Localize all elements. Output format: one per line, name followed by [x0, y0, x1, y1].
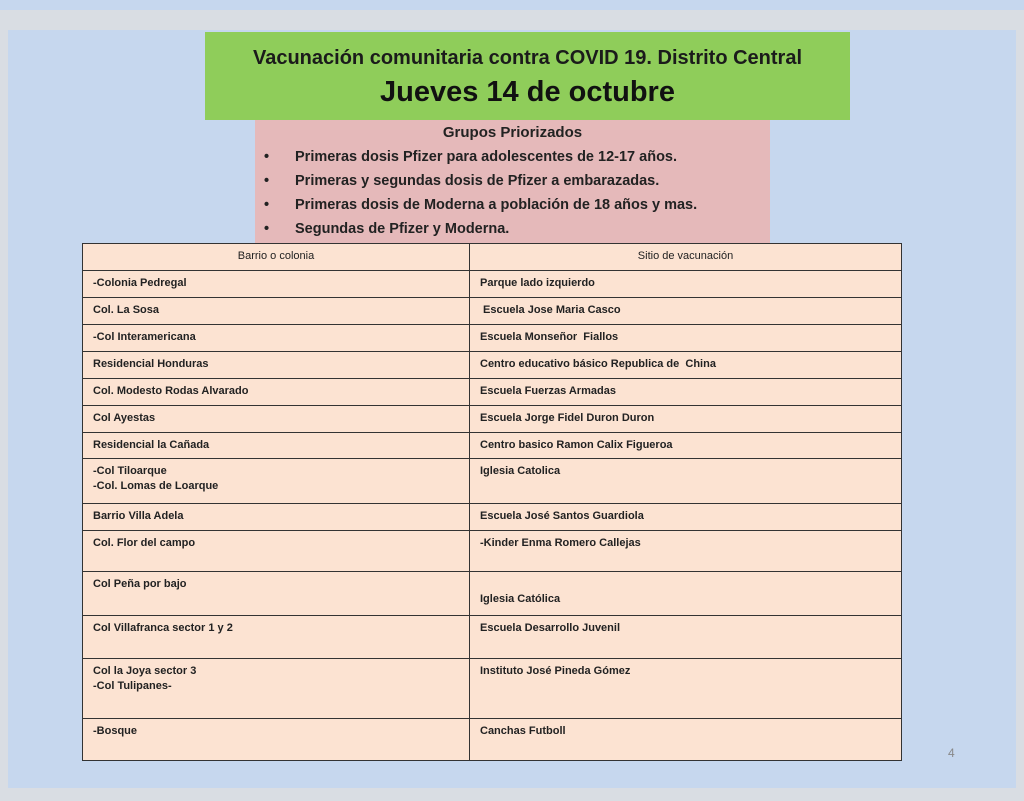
- sitio-text: [480, 577, 901, 592]
- sitio-cell: [470, 271, 902, 298]
- sitio-text: Iglesia Católica: [480, 593, 561, 605]
- sitio-text: -Kinder Enma Romero Callejas: [480, 537, 641, 549]
- priority-group-item: [255, 147, 770, 171]
- barrio-text: -Bosque: [93, 725, 137, 737]
- barrio-text: Col la Joya sector 3: [93, 665, 197, 677]
- sitio-text: Centro basico Ramon Calix Figueroa: [480, 439, 673, 451]
- table-row: [83, 659, 902, 719]
- table-row: [83, 719, 902, 761]
- barrio-cell: [83, 531, 470, 572]
- vaccination-sites-table: [82, 243, 902, 761]
- sitio-cell: [470, 616, 902, 659]
- priority-group-item: [255, 195, 770, 219]
- bullet-icon: •: [264, 221, 270, 237]
- sitio-cell: [470, 379, 902, 406]
- sitio-cell: [470, 433, 902, 459]
- priority-group-item: [255, 219, 770, 243]
- table-row: [83, 406, 902, 433]
- table-header-row: [83, 244, 902, 271]
- barrio-text: Barrio Villa Adela: [93, 510, 184, 522]
- sitio-cell: [470, 298, 902, 325]
- top-strip: [0, 0, 1024, 10]
- priority-group-text: Primeras y segundas dosis de Pfizer a embarazadas.: [295, 173, 660, 189]
- sitio-text: Escuela Fuerzas Armadas: [480, 385, 616, 397]
- barrio-text: Col. Modesto Rodas Alvarado: [93, 385, 249, 397]
- page-number: 4: [948, 746, 955, 760]
- column-header-barrio: Barrio o colonia: [83, 244, 470, 271]
- table-row: [83, 298, 902, 325]
- sitio-text: Escuela Jorge Fidel Duron Duron: [480, 412, 655, 424]
- sitio-cell: [470, 531, 902, 572]
- sitio-text: Instituto José Pineda Gómez: [480, 665, 631, 677]
- barrio-text: Residencial Honduras: [93, 358, 209, 370]
- sitio-text: Iglesia Catolica: [480, 465, 561, 477]
- priority-groups-list: [255, 147, 770, 243]
- barrio-text: Col Ayestas: [93, 412, 156, 424]
- barrio-text: -Col Interamericana: [93, 331, 196, 343]
- sitio-cell: [470, 352, 902, 379]
- barrio-text: Residencial la Cañada: [93, 439, 210, 451]
- table-row: [83, 531, 902, 572]
- table-row: [83, 433, 902, 459]
- sitio-text: Centro educativo básico Republica de China: [480, 358, 716, 370]
- table-row: [83, 572, 902, 616]
- sitio-text: Parque lado izquierdo: [480, 277, 595, 289]
- sitio-text: Escuela Monseñor Fiallos: [480, 331, 619, 343]
- sitio-cell: [470, 572, 902, 616]
- sitio-cell: [470, 659, 902, 719]
- barrio-cell: [83, 271, 470, 298]
- sitio-cell: [470, 719, 902, 761]
- column-header-sitio: Sitio de vacunación: [470, 244, 902, 271]
- barrio-cell: [83, 459, 470, 504]
- sitio-text: Canchas Futboll: [480, 725, 566, 737]
- table-row: [83, 325, 902, 352]
- barrio-cell: [83, 433, 470, 459]
- sitio-cell: [470, 459, 902, 504]
- barrio-cell: [83, 572, 470, 616]
- barrio-text: -Col Tiloarque: [93, 465, 167, 477]
- barrio-cell: [83, 659, 470, 719]
- priority-group-text: Segundas de Pfizer y Moderna.: [295, 221, 510, 237]
- bullet-icon: •: [264, 197, 270, 213]
- sitio-text: Escuela Jose Maria Casco: [480, 304, 621, 316]
- sitio-cell: [470, 504, 902, 531]
- priority-groups-box: [255, 120, 770, 244]
- barrio-text: Col. Flor del campo: [93, 537, 196, 549]
- table-row: [83, 616, 902, 659]
- barrio-cell: [83, 504, 470, 531]
- priority-group-text: Primeras dosis de Moderna a población de 18 años y mas.: [295, 197, 698, 213]
- barrio-text: Col. La Sosa: [93, 304, 160, 316]
- barrio-text: -Col. Lomas de Loarque: [93, 480, 219, 492]
- title-date: Jueves 14 de octubre: [380, 76, 675, 108]
- table-row: [83, 459, 902, 504]
- bullet-icon: •: [264, 149, 270, 165]
- table-row: [83, 271, 902, 298]
- table-row: [83, 504, 902, 531]
- sitio-cell: [470, 406, 902, 433]
- priority-group-item: [255, 171, 770, 195]
- barrio-cell: [83, 379, 470, 406]
- barrio-cell: [83, 325, 470, 352]
- barrio-text: Col Peña por bajo: [93, 578, 187, 590]
- barrio-text: -Colonia Pedregal: [93, 277, 187, 289]
- title-line1: Vacunación comunitaria contra COVID 19. Distrito Central: [252, 47, 803, 69]
- table-row: [83, 379, 902, 406]
- barrio-cell: [83, 719, 470, 761]
- barrio-text: Col Villafranca sector 1 y 2: [93, 622, 233, 634]
- barrio-text: -Col Tulipanes-: [93, 680, 172, 692]
- table-row: [83, 352, 902, 379]
- barrio-cell: [83, 352, 470, 379]
- barrio-cell: [83, 298, 470, 325]
- sitio-text: Escuela José Santos Guardiola: [480, 510, 644, 522]
- title-banner: [205, 32, 850, 120]
- priority-groups-heading: Grupos Priorizados: [442, 124, 583, 141]
- priority-group-text: Primeras dosis Pfizer para adolescentes de 12-17 años.: [295, 149, 678, 165]
- barrio-cell: [83, 616, 470, 659]
- barrio-cell: [83, 406, 470, 433]
- bullet-icon: •: [264, 173, 270, 189]
- sitio-text: Escuela Desarrollo Juvenil: [480, 622, 621, 634]
- sitio-cell: [470, 325, 902, 352]
